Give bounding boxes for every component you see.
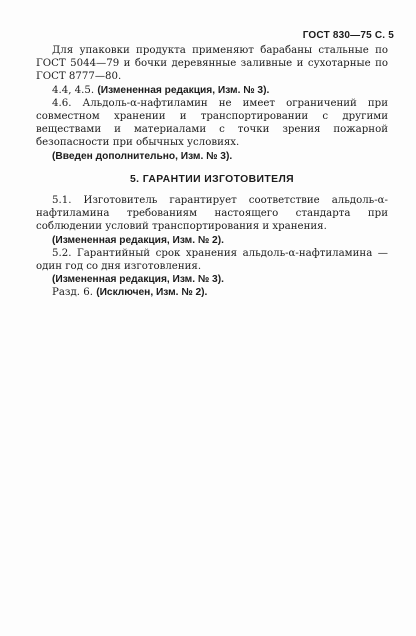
packaging-paragraph: Для упаковки продукта применяют барабаны стальные по ГОСТ 5044—79 и бочки деревянные заливные и сухотарные по ГОСТ 8777—80. [36, 45, 388, 83]
amendment-note-4-6 [36, 150, 388, 163]
clause-ref-4-4: 4.4, 4.5. [52, 84, 98, 96]
spacer [36, 186, 388, 194]
amendment-note-4-4 [36, 84, 388, 97]
amendment-text-5-2: (Измененная редакция, Изм. № 3). [52, 274, 224, 286]
document-body [36, 44, 388, 300]
clause-5-1-paragraph: 5.1. Изготовитель гарантирует соответствие альдоль-α-нафтиламина требованиям настоящего стандарта при соблюдении условий транспортирования и хранения. [36, 195, 388, 233]
amendment-text-4-4: (Измененная редакция, Изм. № 3). [97, 84, 270, 96]
section-6-ref: Разд. 6. [52, 287, 97, 299]
section-6-excluded-text: (Исключен, Изм. № 2). [96, 287, 208, 299]
spacer [36, 163, 388, 173]
section-6-note [36, 286, 388, 299]
amendment-text-4-6: (Введен дополнительно, Изм. № 3). [52, 150, 233, 162]
amendment-text-5-1: (Измененная редакция, Изм. № 2). [52, 234, 224, 246]
clause-4-6-paragraph: 4.6. Альдоль-α-нафтиламин не имеет ограничений при совместном хранении и транспортировании с другими веществами и материалами с точки зрения пожарной безопасности при обычных условиях. [36, 97, 388, 149]
amendment-note-5-2 [36, 273, 388, 286]
running-head: ГОСТ 830—75 С. 5 [302, 30, 394, 41]
section-5-title: 5. ГАРАНТИИ ИЗГОТОВИТЕЛЯ [129, 173, 295, 185]
amendment-note-5-1 [36, 234, 388, 247]
clause-5-2-paragraph: 5.2. Гарантийный срок хранения альдоль-α-нафтиламина — один год со дня изготовления. [36, 247, 388, 273]
